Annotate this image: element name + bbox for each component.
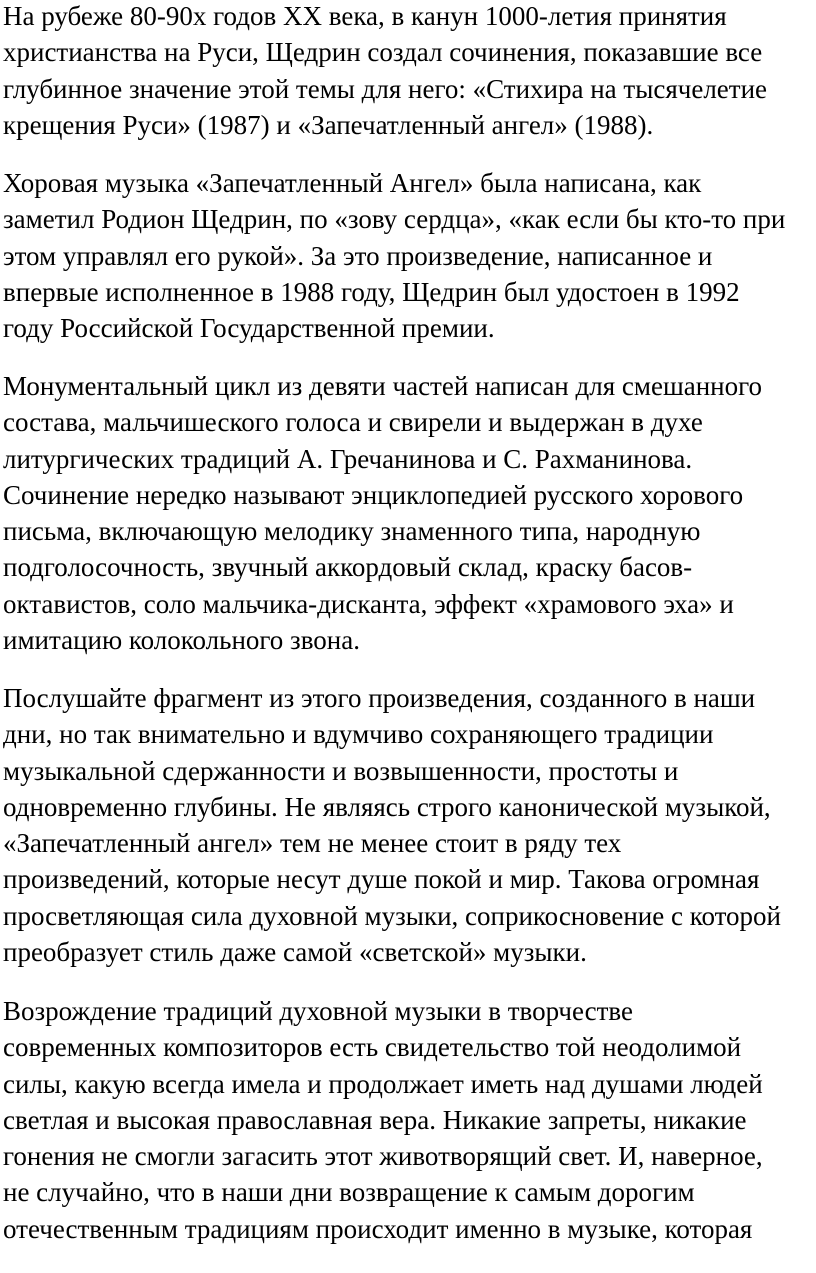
text-line: Хоровая музыка «Запечатленный Ангел» была написана, как bbox=[3, 168, 702, 198]
text-line: одновременно глубины. Не являясь строго канонической музыкой, bbox=[3, 791, 771, 822]
text-line: гонения не смогли загасить этот животворящий свет. И, наверное, bbox=[3, 1141, 763, 1172]
text-line: христианства на Руси, Щедрин создал сочинения, показавшие все bbox=[3, 37, 763, 68]
text-line: этом управлял его рукой». За это произведение, написанное и bbox=[3, 240, 713, 271]
text-line: имитацию колокольного звона. bbox=[3, 625, 360, 656]
text-line: подголосочность, звучный аккордовый склад, краску басов- bbox=[3, 552, 693, 583]
text-line: состава, мальчишеского голоса и свирели и выдержан в духе bbox=[3, 407, 703, 438]
text-line: отечественным традициям происходит именно в музыке, которая bbox=[3, 1213, 753, 1244]
text-line: силы, какую всегда имела и продолжает иметь над душами людей bbox=[3, 1068, 763, 1099]
text-line: светлая и высокая православная вера. Никакие запреты, никакие bbox=[3, 1104, 747, 1135]
paragraph-revival-traditions bbox=[3, 993, 816, 1247]
text-line: Возрождение традиций духовной музыки в творчестве bbox=[3, 996, 634, 1026]
text-line: литургических традиций А. Гречанинова и С. Рахманинова. bbox=[3, 443, 693, 474]
text-line: «Запечатленный ангел» тем не менее стоит в ряду тех bbox=[3, 828, 622, 859]
text-line: музыкальной сдержанности и возвышенности, простоты и bbox=[3, 755, 679, 786]
text-line: современных композиторов есть свидетельство той неодолимой bbox=[3, 1032, 742, 1063]
text-line: просветляющая сила духовной музыки, соприкосновение с которой bbox=[3, 900, 781, 931]
text-line: заметил Родион Щедрин, по «зову сердца», «как если бы кто-то при bbox=[3, 204, 786, 235]
text-line: не случайно, что в наши дни возвращение к самым дорогим bbox=[3, 1177, 695, 1208]
text-line: Монументальный цикл из девяти частей написан для смешанного bbox=[3, 371, 763, 401]
text-line: На рубеже 80-90х годов XX века, в канун 1000-летия принятия bbox=[3, 1, 727, 31]
text-line: впервые исполненное в 1988 году, Щедрин был удостоен в 1992 bbox=[3, 276, 740, 307]
text-line: Послушайте фрагмент из этого произведения, созданного в наши bbox=[3, 683, 756, 713]
text-line: письма, включающую мелодику знаменного типа, народную bbox=[3, 516, 701, 547]
paragraph-sealed-angel bbox=[3, 165, 816, 346]
text-line: преобразует стиль даже самой «светской» музыки. bbox=[3, 937, 587, 968]
paragraph-monumental-cycle bbox=[3, 368, 816, 658]
paragraph-listen-fragment bbox=[3, 680, 816, 970]
text-line: глубинное значение этой темы для него: «Стихира на тысячелетие bbox=[3, 73, 768, 104]
text-line: крещения Руси» (1987) и «Запечатленный ангел» (1988). bbox=[3, 109, 654, 140]
text-line: дни, но так внимательно и вдумчиво сохраняющего традиции bbox=[3, 719, 714, 750]
paragraph-shchedrin-works bbox=[3, 0, 816, 143]
text-line: Сочинение нередко называют энциклопедией русского хорового bbox=[3, 479, 744, 510]
text-line: произведений, которые несут душе покой и мир. Такова огромная bbox=[3, 864, 760, 895]
text-line: году Российской Государственной премии. bbox=[3, 313, 495, 344]
text-line: октавистов, соло мальчика-дисканта, эффект «храмового эха» и bbox=[3, 588, 734, 619]
